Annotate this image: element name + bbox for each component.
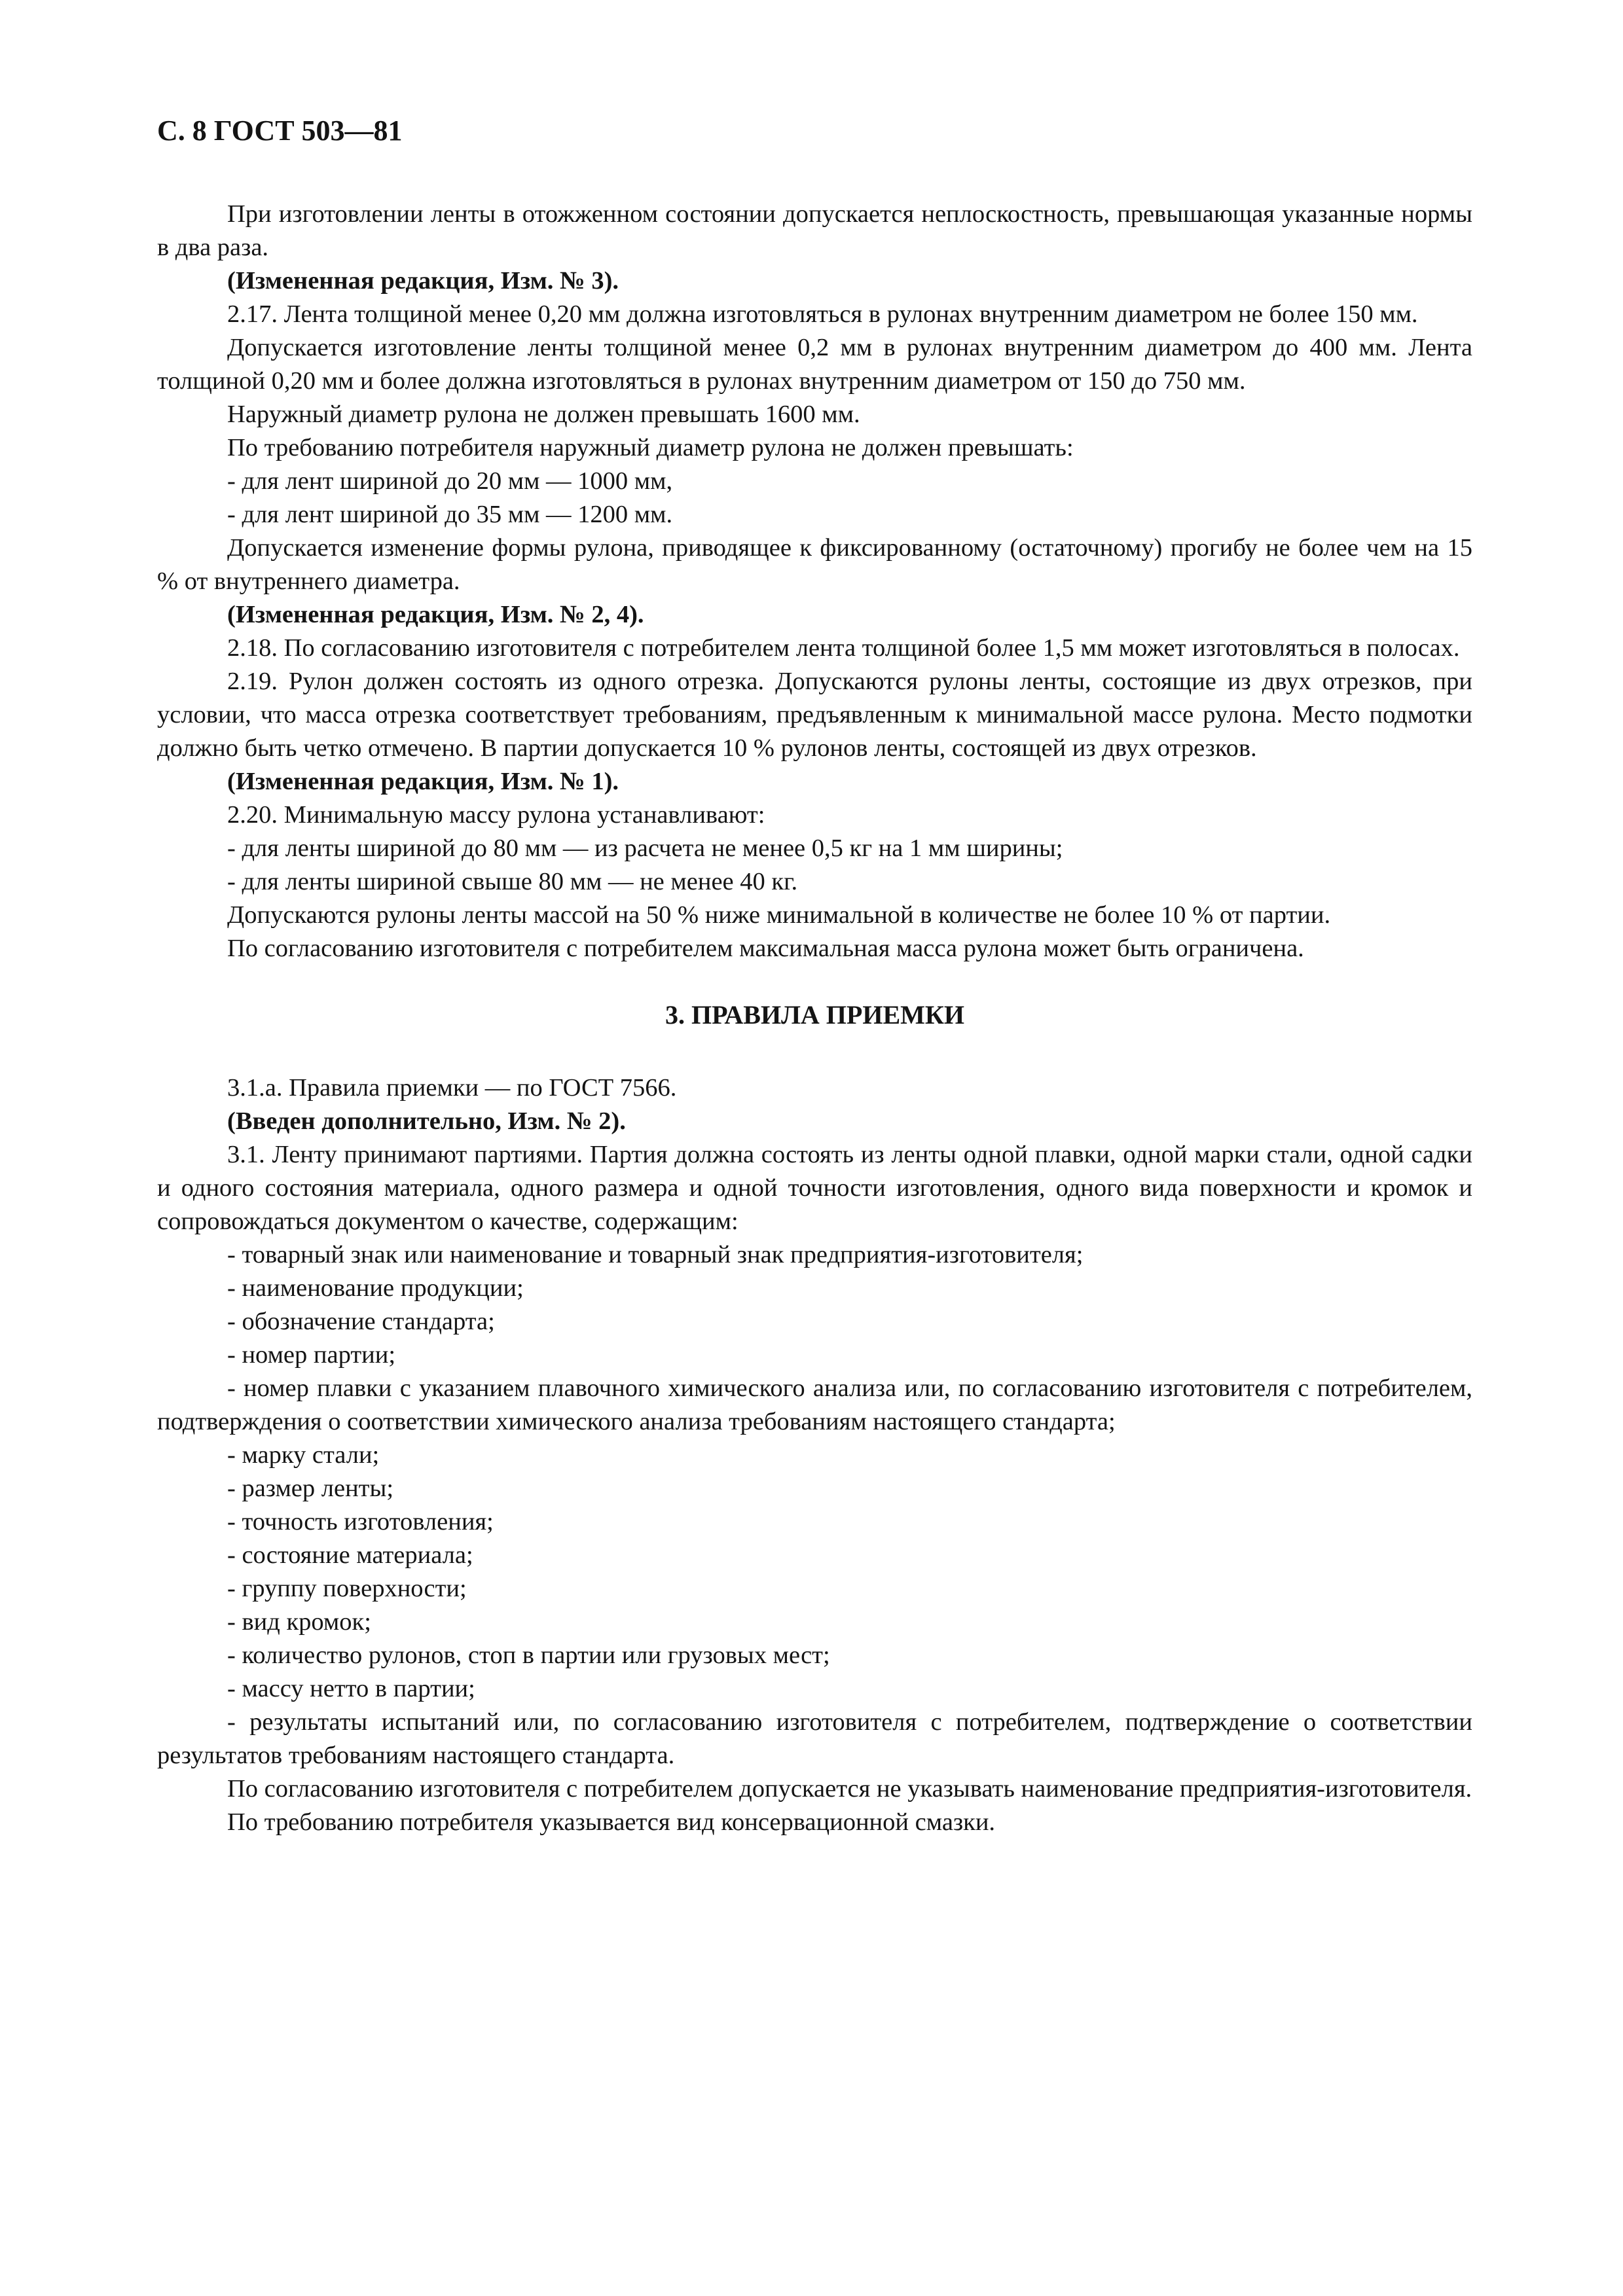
paragraph: - для лент шириной до 35 мм — 1200 мм. [227, 501, 673, 528]
amendment-note: (Введен дополнительно, Изм. № 2). [227, 1107, 626, 1135]
paragraph: По требованию потребителя указывается вид консервационной смазки. [227, 1808, 996, 1836]
section-3-body [157, 1071, 1472, 1839]
paragraph: - товарный знак или наименование и товарный знак предприятия-изготовителя; [227, 1241, 1084, 1268]
paragraph: - наименование продукции; [227, 1274, 524, 1302]
paragraph: 2.17. Лента толщиной менее 0,20 мм должна изготовляться в рулонах внутренним диаметром не более 150 мм. [227, 300, 1418, 328]
paragraph: - номер партии; [227, 1341, 396, 1369]
paragraph: По требованию потребителя наружный диаметр рулона не должен превышать: [227, 434, 1074, 461]
paragraph: - состояние материала; [227, 1541, 473, 1569]
paragraph: - размер ленты; [227, 1475, 394, 1502]
paragraph: - точность изготовления; [227, 1508, 494, 1535]
paragraph: - для ленты шириной свыше 80 мм — не менее 40 кг. [227, 868, 798, 895]
paragraph: - номер плавки с указанием плавочного химического анализа или, по согласованию изготовителя с потребителем, подтверждения о соответствии химического анализа требованиям настоящего стандарта; [157, 1374, 1472, 1435]
page-header: С. 8 ГОСТ 503—81 [157, 115, 403, 147]
amendment-note: (Измененная редакция, Изм. № 2, 4). [227, 601, 644, 628]
paragraph: - вид кромок; [227, 1608, 371, 1636]
paragraph: - марку стали; [227, 1441, 380, 1469]
section-title: 3. ПРАВИЛА ПРИЕМКИ [665, 1000, 964, 1030]
paragraph: Наружный диаметр рулона не должен превышать 1600 мм. [227, 401, 860, 428]
paragraph: По согласованию изготовителя с потребителем максимальная масса рулона может быть ограничена. [227, 935, 1304, 962]
paragraph: Допускаются рулоны ленты массой на 50 % ниже минимальной в количестве не более 10 % от партии. [227, 901, 1331, 929]
amendment-note: (Измененная редакция, Изм. № 1). [227, 768, 619, 795]
section-2-continuation [157, 198, 1472, 965]
paragraph: При изготовлении ленты в отожженном состоянии допускается неплоскостность, превышающая указанные нормы в два раза. [157, 200, 1472, 261]
amendment-note: (Измененная редакция, Изм. № 3). [227, 267, 619, 295]
paragraph: 2.18. По согласованию изготовителя с потребителем лента толщиной более 1,5 мм может изготовляться в полосах. [227, 634, 1460, 662]
paragraph: - обозначение стандарта; [227, 1308, 495, 1335]
paragraph: 2.20. Минимальную массу рулона устанавливают: [227, 801, 765, 829]
paragraph: - массу нетто в партии; [227, 1675, 475, 1702]
paragraph: Допускается изготовление ленты толщиной менее 0,2 мм в рулонах внутренним диаметром до 400 мм. Лента толщиной 0,20 мм и более должна изготовляться в рулонах внутренним диаметром от 150 до 750 мм. [157, 334, 1472, 395]
paragraph: 3.1.а. Правила приемки — по ГОСТ 7566. [227, 1074, 677, 1102]
paragraph: - для ленты шириной до 80 мм — из расчета не менее 0,5 кг на 1 мм ширины; [227, 834, 1063, 862]
paragraph: - группу поверхности; [227, 1575, 467, 1602]
paragraph: - количество рулонов, стоп в партии или грузовых мест; [227, 1641, 830, 1669]
paragraph: По согласованию изготовителя с потребителем допускается не указывать наименование предприятия-изготовителя. [227, 1775, 1472, 1803]
paragraph: - для лент шириной до 20 мм — 1000 мм, [227, 467, 673, 495]
paragraph: 2.19. Рулон должен состоять из одного отрезка. Допускаются рулоны ленты, состоящие из двух отрезков, при условии, что масса отрезка соответствует требованиям, предъявленным к минимальной массе рулона. Место подмотки должно быть четко отмечено. В партии допускается 10 % рулонов ленты, состоящей из двух отрезков. [157, 668, 1472, 762]
paragraph: - результаты испытаний или, по согласованию изготовителя с потребителем, подтверждение о соответствии результатов требованиям настоящего стандарта. [157, 1708, 1472, 1769]
paragraph: Допускается изменение формы рулона, приводящее к фиксированному (остаточному) прогибу не более чем на 15 % от внутреннего диаметра. [157, 534, 1472, 595]
paragraph: 3.1. Ленту принимают партиями. Партия должна состоять из ленты одной плавки, одной марки стали, одной садки и одного состояния материала, одного размера и одной точности изготовления, одного вида поверхности и кромок и сопровождаться документом о качестве, содержащим: [157, 1141, 1472, 1235]
